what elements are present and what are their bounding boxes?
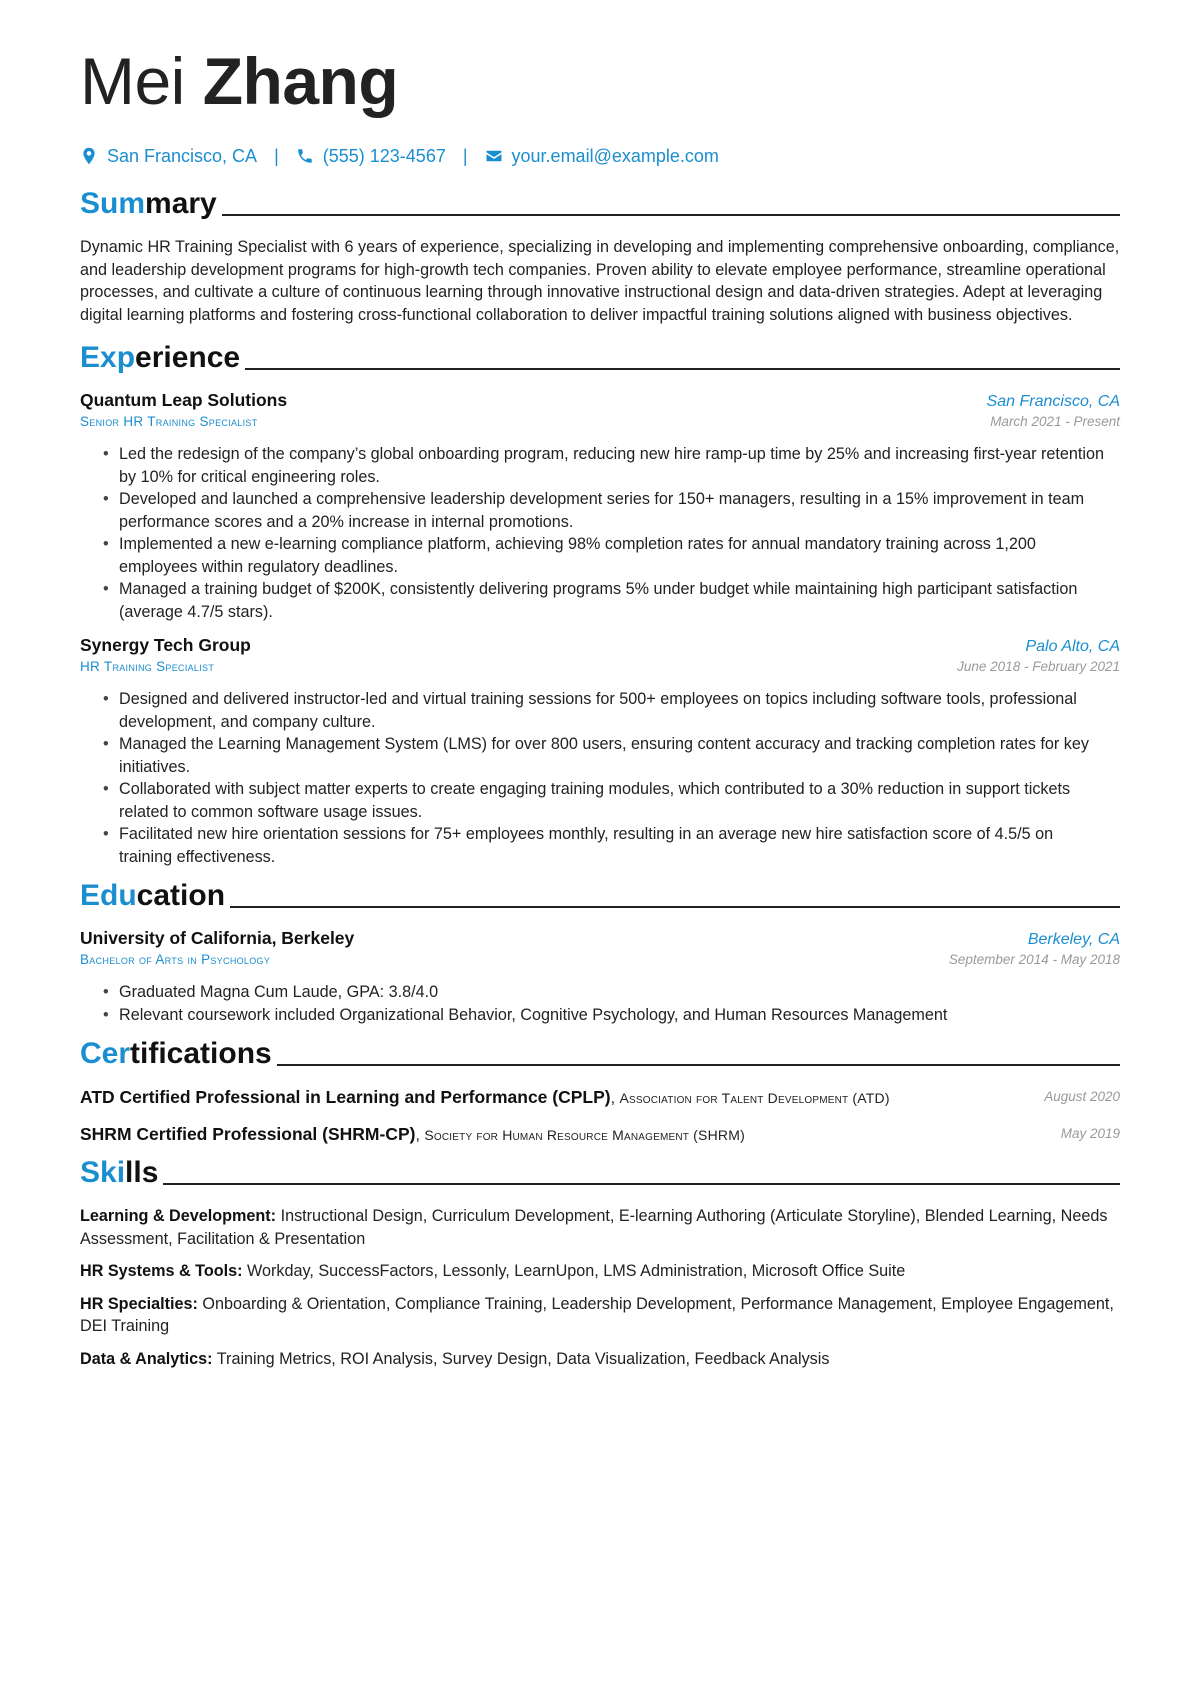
contact-email[interactable]	[485, 146, 719, 167]
section-title-accent: Cer	[80, 1037, 131, 1070]
skill-group	[80, 1260, 1120, 1283]
certification-name: ATD Certified Professional in Learning and Performance (CPLP)	[80, 1087, 611, 1107]
contact-separator: |	[462, 145, 468, 166]
section-title-accent: Edu	[80, 879, 137, 912]
experience-entry	[80, 635, 1120, 868]
certification-name: SHRM Certified Professional (SHRM-CP)	[80, 1123, 416, 1144]
section-title	[80, 1036, 272, 1072]
job-location: San Francisco, CA	[986, 393, 1120, 410]
phone-icon	[296, 147, 314, 165]
skill-items: Training Metrics, ROI Analysis, Survey Design, Data Visualization, Feedback Analysis	[216, 1349, 830, 1368]
skill-category: HR Specialties:	[80, 1294, 198, 1313]
certification-date: May 2019	[1060, 1125, 1120, 1141]
job-location: Palo Alto, CA	[1025, 638, 1120, 655]
section-divider	[222, 214, 1120, 216]
section-title-rest: lls	[125, 1156, 159, 1189]
list-item: • Collaborated with subject matter experts to create engaging training modules, which contributed to a 30% reduction in support tickets related to common software usage issues.	[119, 778, 1120, 823]
education-entry	[80, 928, 1120, 1026]
skill-items: Workday, SuccessFactors, Lessonly, LearnUpon, LMS Administration, Microsoft Office Suite	[247, 1262, 906, 1280]
section-divider	[230, 906, 1120, 908]
list-item: • Designed and delivered instructor-led and virtual training sessions for 500+ employees on topics including software tools, professional development, and company culture.	[119, 688, 1120, 733]
achievement-list	[80, 688, 1120, 868]
resume-content	[80, 40, 1120, 1370]
location-text: San Francisco, CA	[107, 145, 258, 166]
skill-category: Learning & Development:	[80, 1207, 277, 1225]
list-item: • Led the redesign of the company’s global onboarding program, reducing new hire ramp-up time by 25% and increasing first-year retention by 10% for critical engineering roles.	[119, 443, 1120, 488]
contact-location	[80, 146, 257, 167]
job-dates: June 2018 - February 2021	[957, 659, 1120, 674]
list-item: • Implemented a new e-learning compliance platform, achieving 98% completion rates for annual mandatory training across 1,200 employees within regulatory deadlines.	[119, 533, 1120, 578]
envelope-icon	[485, 147, 503, 165]
education-dates: September 2014 - May 2018	[948, 952, 1120, 967]
section-title-accent: Ski	[80, 1156, 126, 1189]
section-title	[80, 878, 225, 914]
first-name: Mei	[80, 44, 185, 118]
list-item: • Relevant coursework included Organizational Behavior, Cognitive Psychology, and Human Resources Management	[119, 1004, 1120, 1027]
skills-section-header	[80, 1155, 1120, 1191]
section-title-rest: tifications	[130, 1037, 272, 1070]
section-divider	[277, 1064, 1120, 1066]
list-item: • Managed the Learning Management System (LMS) for over 800 users, ensuring content accuracy and tracking completion rates for key initiatives.	[119, 733, 1120, 778]
company-name: Quantum Leap Solutions	[80, 390, 288, 410]
section-divider	[245, 368, 1120, 370]
experience-section-header	[80, 340, 1120, 376]
skill-category: HR Systems & Tools:	[80, 1262, 243, 1280]
section-title	[80, 340, 240, 376]
certification-entry: ATD Certified Professional in Learning and Performance (CPLP), Association for Talent Development (ATD) August 2020	[80, 1086, 1120, 1111]
contact-info	[80, 144, 1120, 168]
certification-entry: SHRM Certified Professional (SHRM-CP), Society for Human Resource Management (SHRM) May 2019	[80, 1123, 1120, 1148]
skill-items: Instructional Design, Curriculum Development, E-learning Authoring (Articulate Storyline), Blended Learning, Needs Assessment, Facilitation & Presentation	[80, 1207, 1108, 1248]
phone-text: (555) 123-4567	[322, 145, 446, 166]
section-title-rest: erience	[135, 341, 241, 374]
skills-list	[80, 1205, 1120, 1370]
achievement-list	[80, 443, 1120, 623]
skill-group	[80, 1348, 1120, 1371]
section-title	[80, 186, 217, 222]
section-divider	[163, 1183, 1120, 1185]
school-name: University of California, Berkeley	[80, 928, 355, 948]
job-dates: March 2021 - Present	[990, 414, 1120, 429]
skill-category: Data & Analytics:	[80, 1349, 213, 1368]
last-name: Zhang	[202, 44, 399, 118]
list-item: • Developed and launched a comprehensive leadership development series for 150+ managers, resulting in a 15% improvement in team performance scores and a 20% increase in internal promotions.	[119, 488, 1120, 533]
job-title: Senior HR Training Specialist	[80, 414, 258, 429]
candidate-name	[80, 40, 1120, 122]
list-item: • Managed a training budget of $200K, consistently delivering programs 5% under budget while maintaining high participant satisfaction (average 4.7/5 stars).	[119, 578, 1120, 623]
section-title	[80, 1155, 158, 1191]
skill-group	[80, 1293, 1120, 1338]
degree: Bachelor of Arts in Psychology	[80, 952, 271, 967]
skill-items: Onboarding & Orientation, Compliance Training, Leadership Development, Performance Management, Employee Engagement, DEI Training	[80, 1294, 1114, 1335]
certification-org: Association for Talent Development (ATD)	[619, 1090, 890, 1106]
job-title: HR Training Specialist	[80, 659, 215, 674]
section-title-rest: mary	[145, 187, 217, 220]
summary-section-header	[80, 186, 1120, 222]
email-link: your.email@example.com	[511, 145, 719, 166]
section-title-rest: cation	[136, 879, 226, 912]
section-title-accent: Exp	[80, 341, 136, 374]
map-marker-icon	[80, 147, 98, 165]
list-item: • Graduated Magna Cum Laude, GPA: 3.8/4.0	[119, 981, 1120, 1004]
list-item: • Facilitated new hire orientation sessions for 75+ employees monthly, resulting in an average new hire satisfaction score of 4.5/5 on training effectiveness.	[119, 823, 1120, 868]
contact-separator: |	[274, 145, 279, 166]
certification-date: August 2020	[1044, 1089, 1120, 1104]
school-location: Berkeley, CA	[1027, 931, 1120, 948]
company-name: Synergy Tech Group	[80, 635, 251, 655]
experience-entry	[80, 390, 1120, 623]
certification-org: Society for Human Resource Management (SHRM)	[424, 1126, 745, 1143]
education-section-header	[80, 878, 1120, 914]
certifications-section-header	[80, 1036, 1120, 1072]
section-title-accent: Sum	[80, 187, 146, 220]
summary-text: Dynamic HR Training Specialist with 6 years of experience, specializing in developing and implementing comprehensive onboarding, compliance, and leadership development programs for high-growth tech companies. Proven ability to elevate employee performance, streamline operational processes, and cultivate a culture of continuous learning through innovative instructional design and data-driven strategies. Adept at leveraging digital learning platforms and fostering cross-functional collaboration to deliver impactful training solutions aligned with business objectives.	[80, 238, 1120, 324]
contact-phone[interactable]	[296, 146, 446, 167]
skill-group	[80, 1205, 1120, 1250]
education-detail-list	[80, 981, 1120, 1026]
